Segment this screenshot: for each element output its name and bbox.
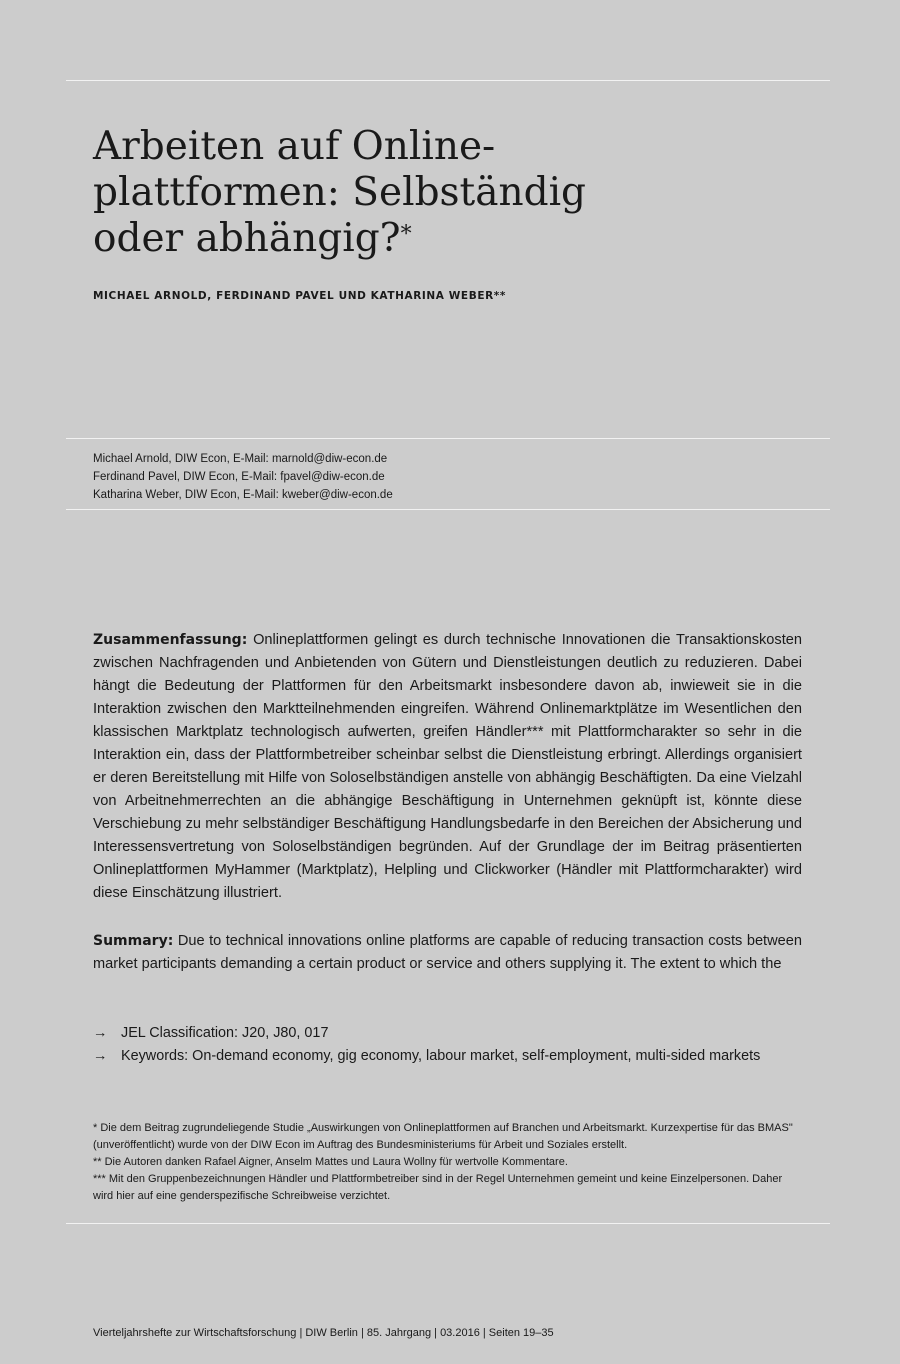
footnote: ** Die Autoren danken Rafael Aigner, Anselm Mattes und Laura Wollny für wertvolle Kommentare. — [93, 1156, 568, 1168]
abstract-english-text: Due to technical innovations online platforms are capable of reducing transaction costs between market participants demanding a certain product or service and others supplying it. The extent to which the — [93, 933, 802, 972]
title-line-2: plattformen: Selbständig — [93, 170, 587, 215]
journal-footer: Vierteljahrshefte zur Wirtschaftsforschung | DIW Berlin | 85. Jahrgang | 03.2016 | Seiten 19–35 — [93, 1327, 554, 1339]
abstract-german-label: Zusammenfassung: — [93, 632, 248, 648]
affiliation-block — [93, 450, 393, 504]
title-line-1: Arbeiten auf Online- — [93, 124, 496, 169]
arrow-right-icon: → — [93, 1025, 108, 1041]
keywords-text: Keywords: On-demand economy, gig economy, labour market, self-employment, multi-sided markets — [121, 1048, 761, 1064]
jel-classification — [93, 1022, 760, 1045]
classification-block — [93, 1022, 760, 1068]
footnotes — [93, 1120, 802, 1205]
title-footnote-mark: * — [400, 222, 412, 247]
article-title — [93, 124, 733, 262]
abstract-german — [93, 629, 802, 905]
arrow-right-icon: → — [93, 1048, 108, 1064]
top-rule — [66, 80, 830, 81]
footnote: * Die dem Beitrag zugrundeliegende Studie „Auswirkungen von Onlineplattformen auf Branchen und Arbeitsmarkt. Kurzexpertise für das BMAS" (unveröffentlicht) wurde von der DIW Econ im Auftrag des Bundesministeriums für Arbeit und Soziales erstellt. — [93, 1122, 793, 1151]
title-line-3: oder abhängig? — [93, 216, 401, 261]
abstract-german-text: Onlineplattformen gelingt es durch technische Innovationen die Transaktionskosten zwischen Nachfragenden und Anbietenden von Gütern und Dienstleistungen deutlich zu reduzieren. Dabei hängt die Bedeutung der Plattformen für den Arbeitsmarkt insbesondere davon ab, inwieweit sie in die Interaktion zwischen den Marktteilnehmenden eingreifen. Während Onlinemarktplätze im Wesentlichen den klassischen Marktplatz technologisch aufwerten, greifen Händler*** mit Plattformcharakter so sehr in die Interaktion ein, dass der Plattformbetreiber scheinbar selbst die Dienstleistung erbringt. Allerdings organisiert er deren Bereitstellung mit Hilfe von Soloselbständigen anstelle von abhängig Beschäftigten. Da eine Vielzahl von Arbeitnehmerrechten an die abhängige Beschäftigung in Unternehmen geknüpft ist, könnte diese Verschiebung zu mehr selbständiger Beschäftigung Handlungsbedarfe in den Bereichen der Absicherung und Interessensvertretung von Soloselbständigen begründen. Auf der Grundlage der im Beitrag präsentierten Onlineplattformen MyHammer (Marktplatz), Helpling und Clickworker (Händler mit Plattformcharakter) wird diese Einschätzung illustriert. — [93, 632, 802, 901]
affiliation-line: Katharina Weber, DIW Econ, E-Mail: kweber@diw-econ.de — [93, 489, 393, 501]
footnote-bottom-rule — [66, 1223, 830, 1224]
affiliation-top-rule — [66, 438, 830, 439]
jel-text: JEL Classification: J20, J80, 017 — [121, 1025, 329, 1041]
affiliation-bottom-rule — [66, 509, 830, 510]
abstract-english — [93, 930, 802, 976]
abstract-english-label: Summary: — [93, 933, 174, 949]
affiliation-line: Ferdinand Pavel, DIW Econ, E-Mail: fpavel@diw-econ.de — [93, 471, 385, 483]
author-list: MICHAEL ARNOLD, FERDINAND PAVEL UND KATHARINA WEBER** — [93, 290, 506, 302]
affiliation-line: Michael Arnold, DIW Econ, E-Mail: marnold@diw-econ.de — [93, 453, 388, 465]
keywords — [93, 1045, 760, 1068]
footnote: *** Mit den Gruppenbezeichnungen Händler und Plattformbetreiber sind in der Regel Unternehmen gemeint und keine Einzelpersonen. Daher wird hier auf eine genderspezifische Schreibweise verzichtet. — [93, 1173, 783, 1202]
